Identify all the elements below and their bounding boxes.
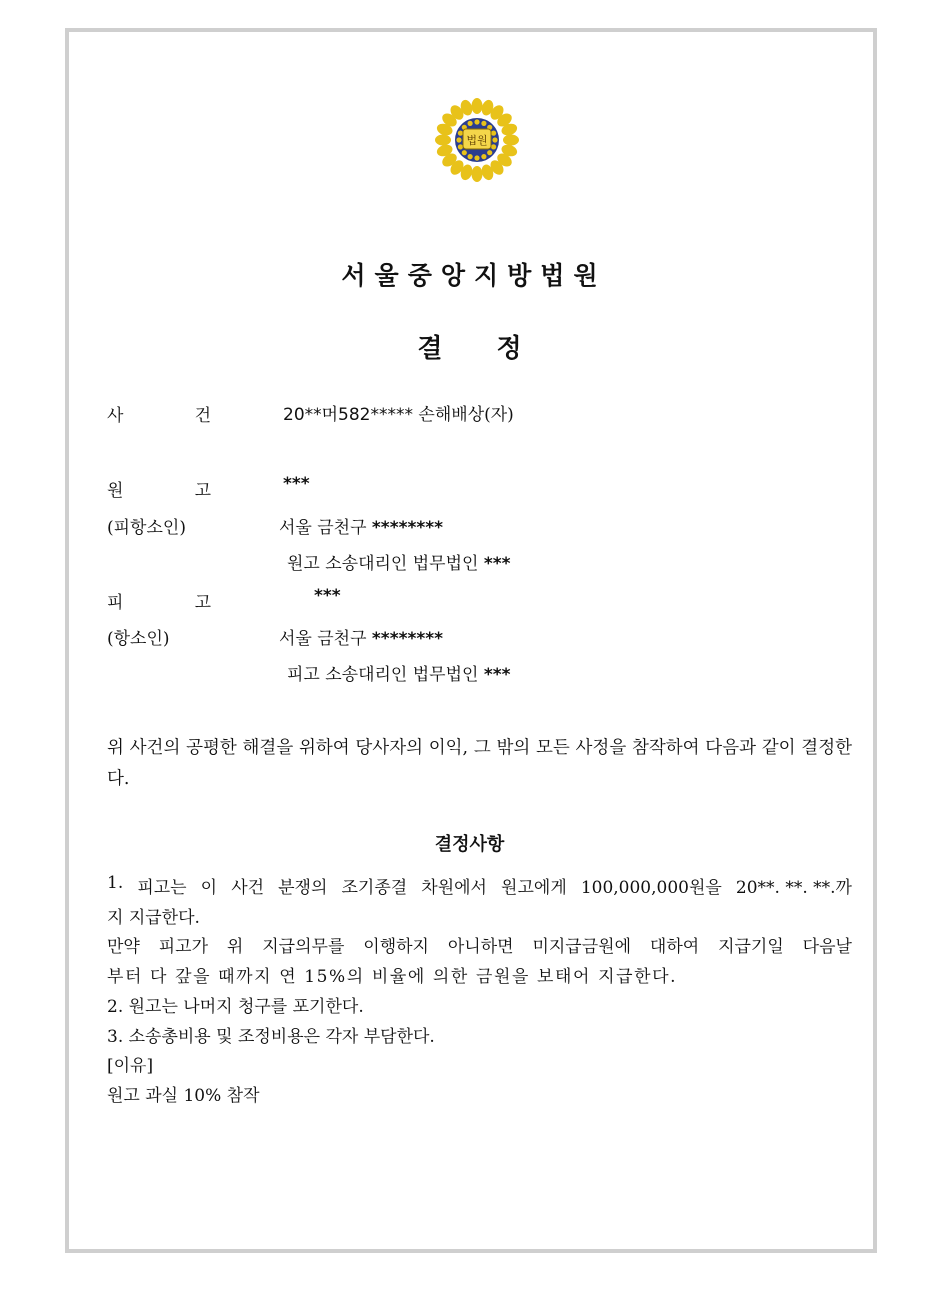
defendant-address-text: 서울 금천구 xyxy=(279,629,367,649)
plaintiff-label-char-1: 원 xyxy=(107,481,124,501)
case-name: 손해배상(자) xyxy=(418,405,514,425)
emblem-petal xyxy=(472,166,483,182)
emblem-dot xyxy=(491,144,496,149)
case-number: 20**머582***** xyxy=(283,405,414,425)
item1-line3 xyxy=(107,932,852,957)
plaintiff-address xyxy=(279,513,443,538)
item1-line1-word: 100,000,000원을 xyxy=(580,878,722,898)
emblem-dot xyxy=(456,137,461,142)
plaintiff-agent-mask: *** xyxy=(483,554,511,574)
plaintiff-role: (피항소인) xyxy=(107,518,186,538)
item1-line3-word: 다음날 xyxy=(802,937,852,957)
item1-line1-word: 조기종결 xyxy=(341,878,408,898)
emblem-dot xyxy=(491,131,496,136)
court-emblem-icon xyxy=(431,96,523,182)
plaintiff-agent-text: 원고 소송대리인 법무법인 xyxy=(287,554,479,574)
defendant-agent xyxy=(287,660,511,685)
item1-line1-word: 20**. **. **.까 xyxy=(735,878,852,898)
defendant-name: *** xyxy=(314,586,341,606)
defendant-label-char-2: 고 xyxy=(194,593,211,613)
emblem-dot xyxy=(481,154,486,159)
item3: 3. 소송총비용 및 조정비용은 각자 부담한다. xyxy=(107,1027,435,1047)
emblem-dot xyxy=(487,150,492,155)
item1-line4: 부터 다 갚을 때까지 연 15%의 비율에 의한 금원을 보태어 지급한다. xyxy=(107,967,678,987)
item1-line3-word: 지급기일 xyxy=(718,937,784,957)
item1-line3-word: 미지급금원에 xyxy=(532,937,631,957)
emblem-dot xyxy=(468,121,473,126)
item1-line3-word: 지급의무를 xyxy=(262,937,345,957)
item1-line1-word: 피고는 xyxy=(137,878,187,898)
emblem-dot xyxy=(462,150,467,155)
court-name: 서울중앙지방법원 xyxy=(341,261,607,290)
case-label xyxy=(107,401,211,426)
plaintiff-label-char-2: 고 xyxy=(194,481,211,501)
document-type-title: 결정 xyxy=(417,334,576,364)
reason-text: 원고 과실 10% 참작 xyxy=(107,1086,260,1106)
emblem-text: 법원 xyxy=(466,134,488,147)
item1-line3-word: 만약 xyxy=(107,937,140,957)
emblem-petal xyxy=(503,135,519,146)
defendant-agent-mask: *** xyxy=(483,665,511,685)
emblem-petal xyxy=(472,98,483,114)
item1-line1-word: 분쟁의 xyxy=(278,878,328,898)
item1-line2: 지 지급한다. xyxy=(107,908,200,928)
item1-line1-word: 1. xyxy=(107,873,124,893)
defendant-role: (항소인) xyxy=(107,629,170,649)
item1-line3-word: 대하여 xyxy=(649,937,700,957)
emblem-dot xyxy=(458,144,463,149)
intro-paragraph: 위 사건의 공평한 해결을 위하여 당사자의 이익, 그 밖의 모든 사정을 참작하여 다음과 같이 결정한다. xyxy=(107,738,852,789)
item1-line3-word: 이행하지 xyxy=(363,937,429,957)
defendant-address-mask: ******** xyxy=(371,629,444,649)
item1-line3-word: 피고가 xyxy=(158,937,209,957)
item1-line1-word: 차원에서 xyxy=(421,878,487,898)
case-label-char-2: 건 xyxy=(194,406,211,426)
plaintiff-label xyxy=(107,476,211,501)
item1-line1-word: 원고에게 xyxy=(501,878,567,898)
item1-line1-word: 이 xyxy=(200,878,218,898)
item1-line1 xyxy=(107,873,852,898)
item1-line3-word: 위 xyxy=(226,937,244,957)
defendant-label-char-1: 피 xyxy=(107,593,124,613)
item1-line3-word: 아니하면 xyxy=(447,937,514,957)
defendant-address xyxy=(279,624,443,649)
reason-label: [이유] xyxy=(107,1056,154,1076)
emblem-dot xyxy=(468,154,473,159)
emblem-dot xyxy=(458,131,463,136)
plaintiff-address-mask: ******** xyxy=(371,518,444,538)
document-frame xyxy=(65,28,877,1253)
plaintiff-name: *** xyxy=(283,474,310,494)
emblem-dot xyxy=(492,137,497,142)
item1-line1-word: 사건 xyxy=(231,878,265,898)
case-label-char-1: 사 xyxy=(107,406,124,426)
emblem-dot xyxy=(481,121,486,126)
item2: 2. 원고는 나머지 청구를 포기한다. xyxy=(107,997,364,1017)
decision-title: 결정사항 xyxy=(434,834,505,855)
case-value xyxy=(283,400,514,425)
emblem-dot xyxy=(474,119,479,124)
defendant-label xyxy=(107,588,211,613)
defendant-agent-text: 피고 소송대리인 법무법인 xyxy=(287,665,479,685)
emblem-petal xyxy=(435,135,451,146)
plaintiff-agent xyxy=(287,549,511,574)
plaintiff-address-text: 서울 금천구 xyxy=(279,518,367,538)
emblem-dot xyxy=(474,155,479,160)
